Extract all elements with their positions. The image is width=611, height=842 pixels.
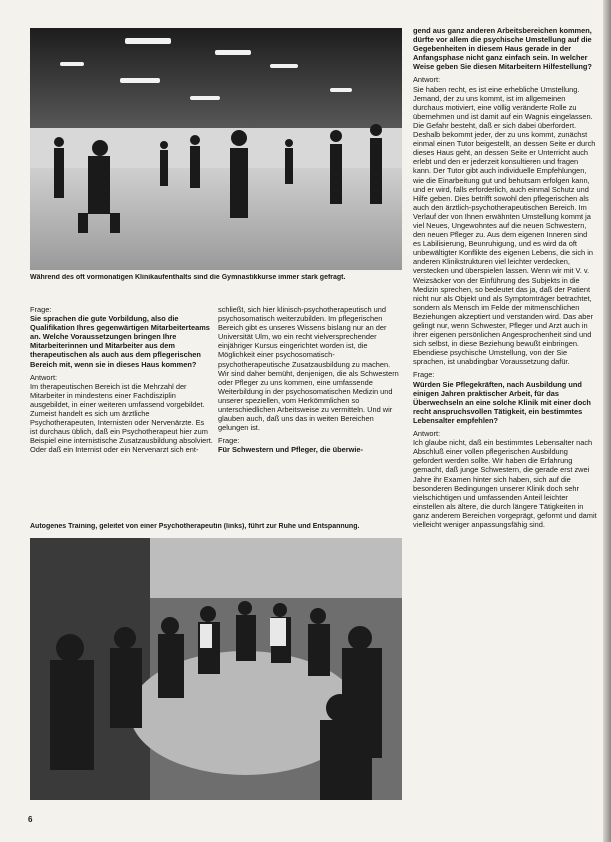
answer-2 [413, 75, 597, 366]
answer-1-continued: schließt, sich hier klinisch-psychotherapeutisch und psychosomatisch weiterzubilden. Im pflegerischen Bereich gibt es unseres Wissens bislang nur an der Universität Ulm, wo ein recht vielversprechender einjähriger Kursus eingerichtet worden ist, die Möglichkeit einer psychosomatisch-psychotherapeutische Zusatzausbildung zu machen. Wir sind daher bemüht, denjenigen, die als Schwestern oder Pfleger zu uns kommen, eine umfassende Weiterbildung in der psychosomatischen Medizin und unserer speziellen, vom Herkömmlichen so unterschiedlichen Arbeitsweise zu vermitteln. Und wir glauben auch, daß uns das in weiten Bereichen gelungen ist. [218, 305, 399, 433]
top-photo-caption: Während des oft vormonatigen Klinikaufenthalts sind die Gymnastikkurse immer stark gefragt. [30, 274, 346, 281]
column-3 [413, 26, 597, 806]
autogenic-training-photo [30, 538, 402, 800]
question-2-text: Für Schwestern und Pfleger, die überwie- [218, 445, 363, 455]
answer-1-text: Im therapeutischen Bereich ist die Mehrzahl der Mitarbeiter in mindestens einer Fachdisziplin ausgebildet, in einer weiteren umfassend vorgebildet. Zumeist handelt es sich um ärztliche Psychotherapeuten, Internisten oder Nervenärzte. Es ist durchaus üblich, daß ein Psychotherapeut hier zum Beispiel eine internistische Zusatzausbildung absolviert. Oder daß ein Internist oder ein Nervenarzt sich ent- [30, 381, 213, 455]
column-1 [30, 305, 213, 513]
gymnastics-photo-image [30, 28, 402, 270]
question-1-text: Sie sprachen die gute Vorbildung, also die Qualifikation Ihres gegenwärtigen Mitarbeiterteams an. Welche Voraussetzungen bringen Ihre Mitarbeiterinnen und Mitarbeiter aus dem therapeutischen als auch aus dem pflegerischen Bereich mit, wenn sie in dieses Haus kommen? [30, 314, 210, 369]
answer-label: Antwort: [413, 429, 441, 439]
autogenic-training-photo-image [30, 538, 402, 800]
question-label: Frage: [218, 436, 240, 446]
question-label: Frage: [30, 305, 52, 314]
question-1 [30, 305, 213, 369]
answer-3 [413, 429, 597, 529]
question-label: Frage: [413, 370, 435, 380]
answer-2-text: Sie haben recht, es ist eine erhebliche Umstellung. Jemand, der zu uns kommt, ist im allgemeinen durchaus motiviert, eine völlig veränderte Rolle zu übernehmen und ist damit auf ein Wagnis eingelassen. Die Gefahr besteht, daß er sich dabei überfordert. Deshalb bekommt jeder, der zu uns kommt, zunächst einmal einen Tutor beigestellt, an dessen Seite er durch dieses Haus geht, an dessen Seite er Unterricht auch erlebt und den er jederzeit konsultieren und fragen kann. Der Tutor gibt auch individuelle Empfehlungen, wie die Einarbeitung gut und behutsam erfolgen kann, und er wird, falls erforderlich, auch einmal Schutz und Hilfe geben. Dies betrifft sowohl den pflegerischen als auch den ärztlich-psychotherapeutischen Bereich. Im Verlauf der von Ihnen erwähnten Umstellung kommt ja viel Neues, Ungewohntes auf die neuen Schwestern, den neuen Pfleger zu. Aus dem eigenen Inneren sind es Labilisierung, Beunruhigung, und es wird da oft unbewältigter Konflikte des eigenen Lebens, die sich in anderen Klinikstrukturen viel leichter verdecken, verstecken und überspielen lassen. Wenn wir mit V. v. Weizsäcker von der Einführung des Subjekts in die Medizin sprechen, so bedeutet das ja, daß der Patient nicht nur als Objekt und als Symptomträger betrachtet, sondern als Mensch im Felde der mitmenschlichen Beziehungen akzeptiert und verstanden wird. Das aber gelingt nur, wenn Schwester, Pfleger und Arzt auch in ihrer eigenen persönlichen Angesprochenheit sind und sich selbst, in diese Beziehung bewußt einbringen. Ebendiese psychische Umstellung, von der Sie sprachen, ist unabdingbar Voraussetzung dafür. [413, 84, 596, 367]
bottom-photo-caption: Autogenes Training, geleitet von einer Psychotherapeutin (links), führt zur Ruhe und Entspannung. [30, 523, 360, 530]
question-2 [218, 436, 402, 454]
answer-3-text: Ich glaube nicht, daß ein bestimmtes Lebensalter nach Abschluß einer vollen pflegerischen Ausbildung gefordert werden sollte. Wir haben die Erfahrung gemacht, daß junge Schwestern, die gerade erst zwei Jahre ihr Examen hinter sich haben, sich auf die besonderen Bedingungen unserer Klinik doch sehr vielschichtigen und umfassenden Anteil leichter einstellen als ältere, die durch längere Tätigkeiten in ganz anderem Bereichen vorgeprägt, geformt und damit vielleicht weniger anpassungsfähig sind. [413, 438, 597, 529]
page-number: 6 [28, 815, 33, 824]
answer-label: Antwort: [413, 75, 441, 85]
question-2-continued: gend aus ganz anderen Arbeitsbereichen kommen, dürfte vor allem die psychische Umstellung auf die Gegebenheiten in diesem Haus gerade in der Anfangsphase nicht ganz einfach sein. In welcher Weise geben Sie diesen Mitarbeitern Hilfestellung? [413, 26, 592, 72]
gymnastics-photo [30, 28, 402, 270]
page-edge-shadow [603, 0, 611, 842]
question-3-text: Würden Sie Pflegekräften, nach Ausbildung und einigen Jahren praktischer Arbeit, für das Überwechseln an eine solche Klinik mit einer doch recht anspruchsvollen Tätigkeit, ein bestimmtes Lebensalter empfehlen? [413, 379, 591, 425]
answer-1 [30, 373, 213, 455]
answer-label: Antwort: [30, 372, 58, 382]
question-3 [413, 370, 597, 425]
column-2 [218, 305, 402, 513]
